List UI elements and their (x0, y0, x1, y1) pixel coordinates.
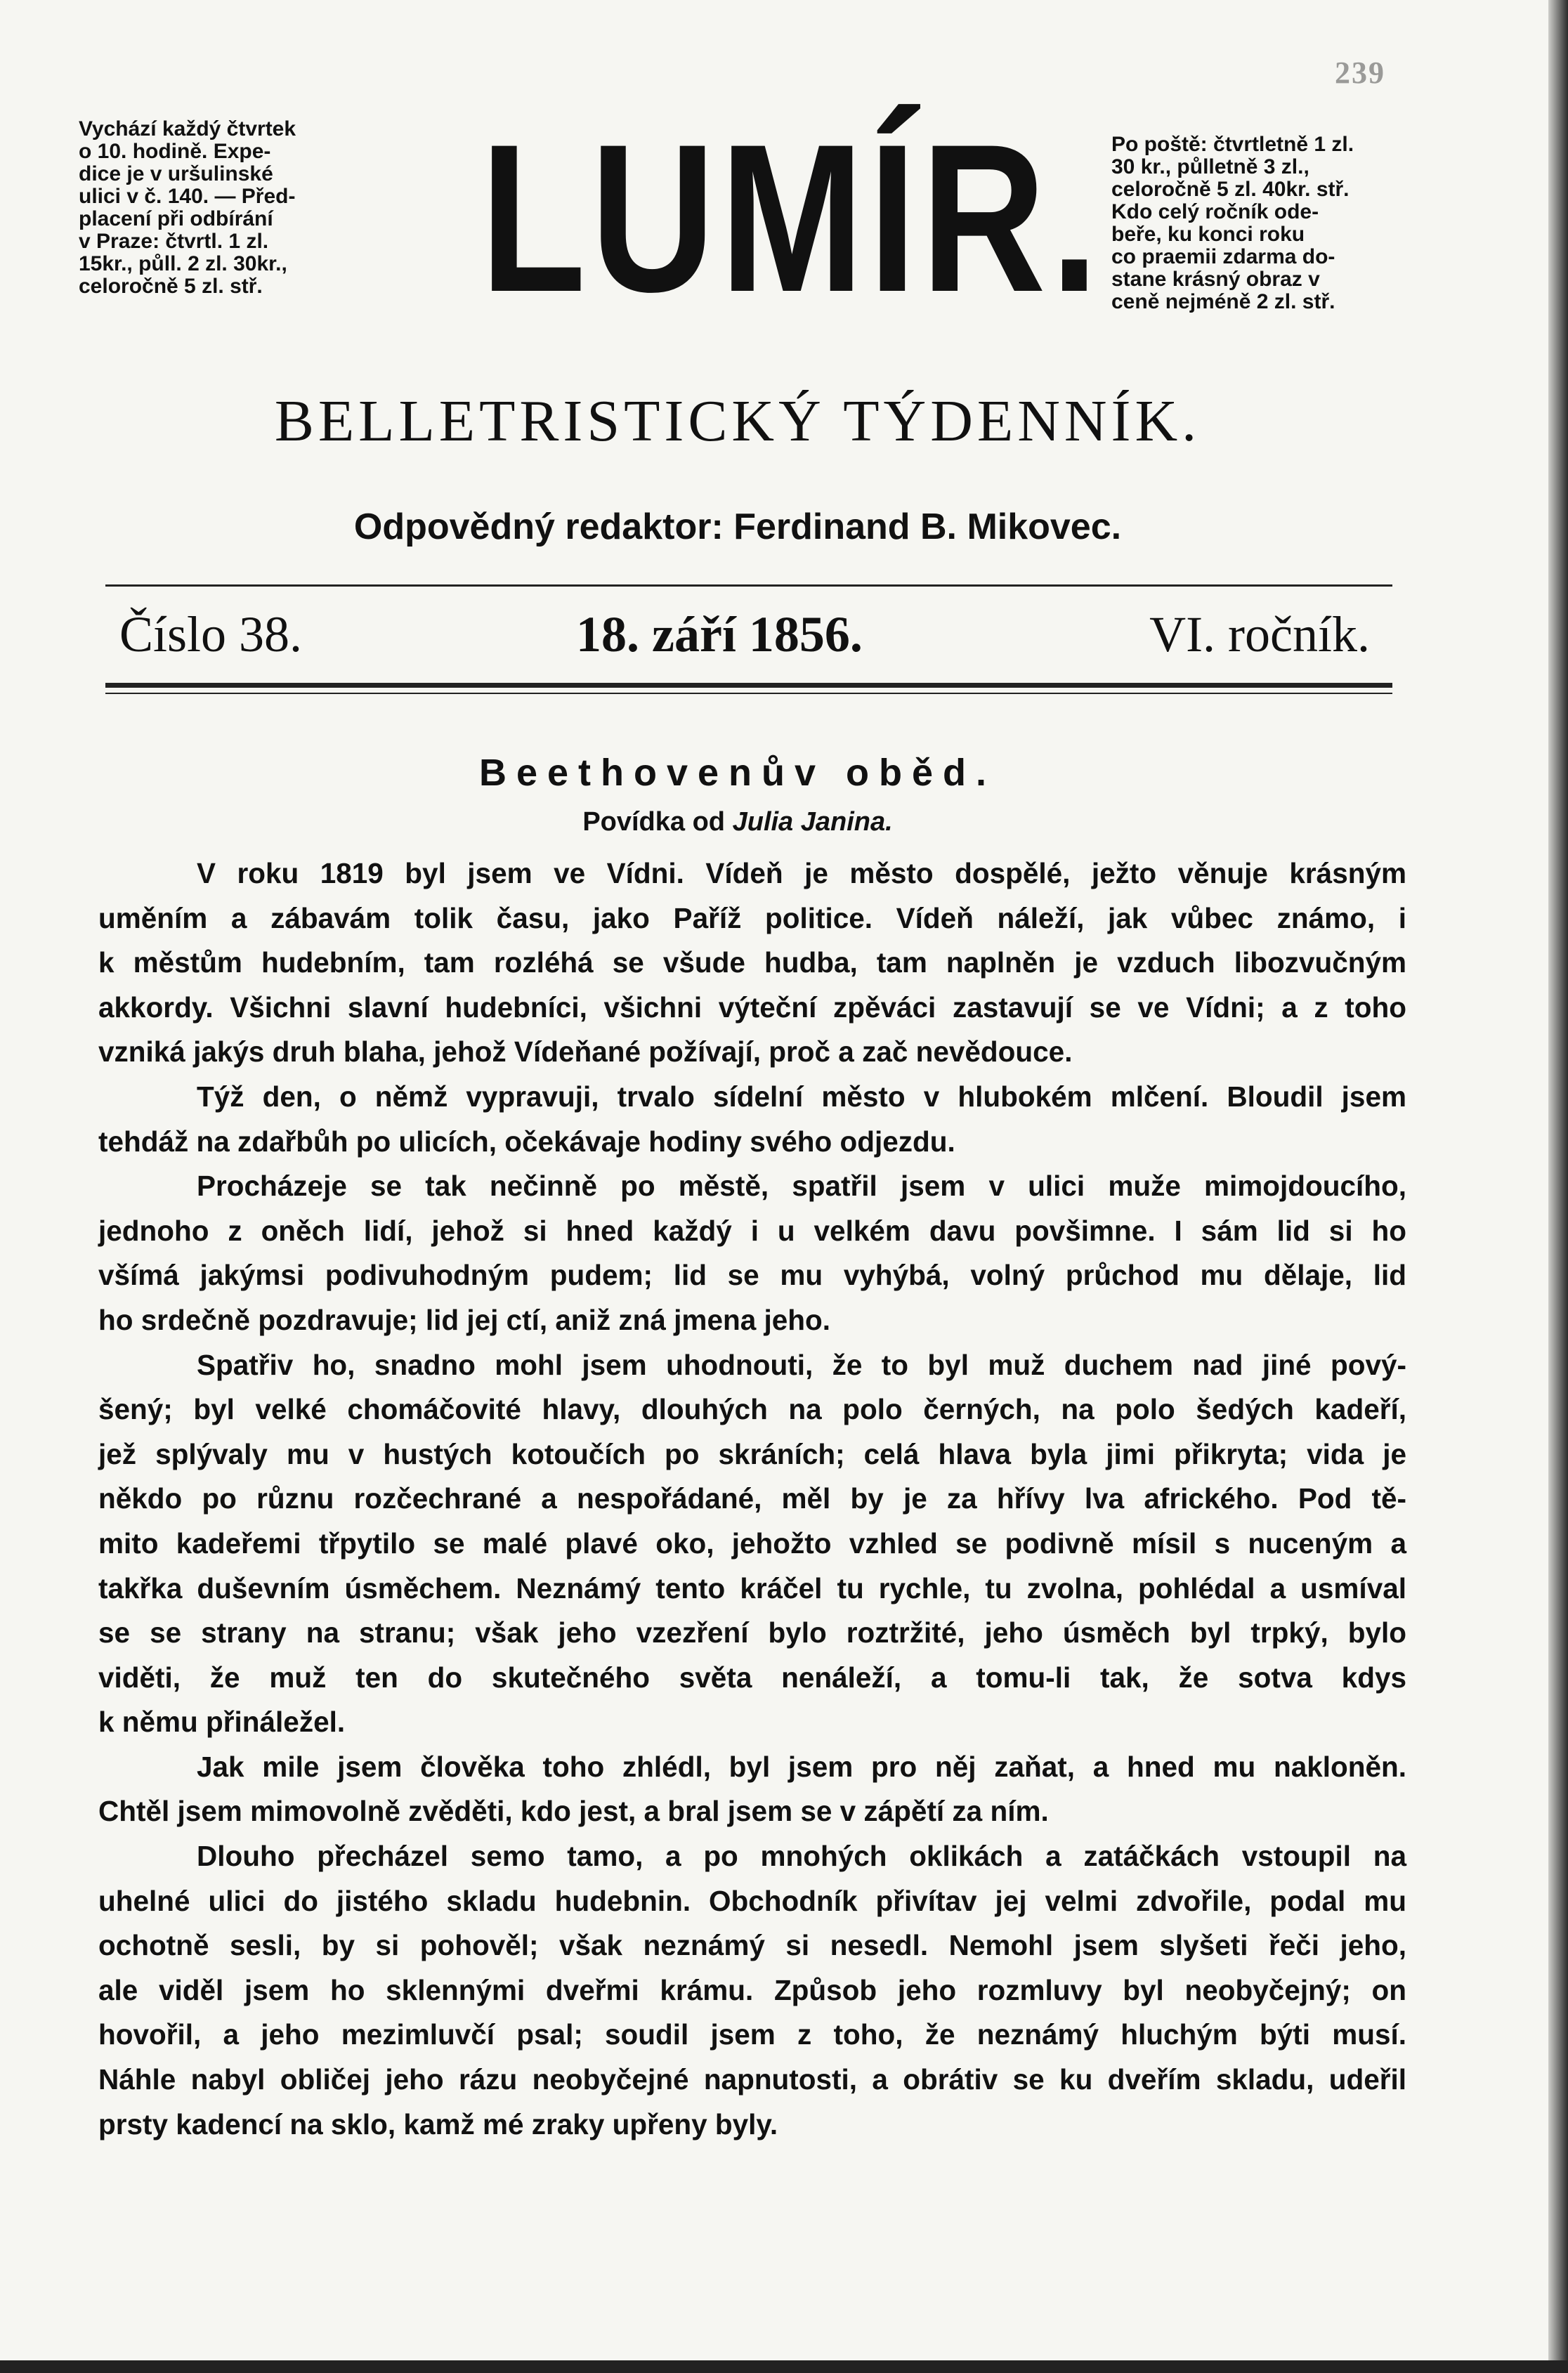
note-line: celoročně 5 zl. stř. (79, 275, 263, 298)
note-line: Kdo celý ročník ode- (1111, 200, 1319, 223)
note-line: stane krásný obraz v (1111, 268, 1320, 291)
page-number: 239 (1335, 55, 1385, 90)
text-line: Dlouho přecházel semo tamo, a po mnohých oklikách a zatáčkách vstoupil na (197, 1840, 1406, 1873)
note-line: 15kr., půll. 2 zl. 30kr., (79, 252, 287, 275)
text-line: ho srdečně pozdravuje; lid jej ctí, aniž zná jmena jeho. (98, 1303, 830, 1336)
article-paragraph (98, 1834, 1406, 2147)
text-line: všímá jakýmsi podivuhodným pudem; lid se mu vyhýbá, volný průchod mu dělaje, lid (98, 1259, 1406, 1292)
divider (105, 584, 1392, 587)
issue-info-row (119, 596, 1384, 673)
note-line: celoročně 5 zl. 40kr. stř. (1111, 178, 1350, 201)
text-line: Týž den, o němž vypravuji, trvalo sídelní město v hlubokém mlčení. Bloudil jsem (197, 1080, 1406, 1113)
article-body (98, 851, 1406, 2147)
article-paragraph (98, 1745, 1406, 1834)
text-line: akkordy. Všichni slavní hudebníci, všichni výteční zpěváci zastavují se ve Vídni; a z toho (98, 991, 1406, 1024)
issue-volume: VI. ročník. (1149, 606, 1370, 662)
note-line: Po poště: čtvrtletně 1 zl. (1111, 133, 1354, 156)
text-line: ochotně sesli, by si pohověl; však neznámý si nesedl. Nemohl jsem slyšeti řeči jeho, (98, 1929, 1406, 1962)
text-line: jednoho z oněch lidí, jehož si hned každý i u velkém davu povšimne. I sám lid si ho (98, 1214, 1406, 1247)
issue-date: 18. září 1856. (576, 606, 863, 662)
text-line: uměním a zábavám tolik času, jako Paříž politice. Vídeň náleží, jak vůbec známo, i (98, 901, 1406, 934)
note-line: Vychází každý čtvrtek (79, 117, 296, 140)
text-line: takřka duševním úsměchem. Neznámý tento kráčel tu rychle, tu zvolna, pohlédal a usmíval (98, 1571, 1406, 1604)
subscription-note-left (79, 118, 388, 298)
masthead-subtitle: BELLETRISTICKÝ TÝDENNÍK. (274, 388, 1201, 454)
byline-prefix: Povídka od (582, 807, 733, 837)
text-line: k městům hudebním, tam rozléhá se všude hudba, tam naplněn je vzduch libozvučným (98, 946, 1406, 979)
page-edge-bottom (0, 2360, 1568, 2373)
text-line: se se strany na stranu; však jeho vzezření bylo roztržité, jeho úsměch byl trpký, bylo (98, 1616, 1406, 1649)
note-line: o 10. hodině. Expe- (79, 140, 271, 163)
text-line: uhelné ulici do jistého skladu hudebnin. Obchodník přivítav jej velmi zdvořile, podal mu (98, 1884, 1406, 1917)
text-line: Náhle nabyl obličej jeho rázu neobyčejné napnutosti, a obrátiv se ku dveřím skladu, udeřil (98, 2063, 1406, 2096)
text-line: mito kadeřemi třpytilo se malé plavé oko, jehožto vzhled se podivně mísil s nuceným a (98, 1527, 1406, 1560)
byline-author: Julia Janina. (732, 807, 893, 837)
page-edge-right (1548, 0, 1568, 2373)
text-line: jež splývaly mu v hustých kotoučích po skráních; celá hlava byla jimi přikryta; vida je (98, 1437, 1406, 1470)
note-line: dice je v uršulinské (79, 162, 273, 185)
note-line: beře, ku konci roku (1111, 223, 1305, 246)
text-line: Jak mile jsem člověka toho zhlédl, byl jsem pro něj zaňat, a hned mu nakloněn. (197, 1750, 1406, 1783)
note-line: placení při odbírání (79, 207, 273, 230)
note-line: ulici v č. 140. — Před- (79, 185, 296, 208)
masthead-title: LUMÍR. (480, 100, 1104, 336)
note-line: v Praze: čtvrtl. 1 zl. (79, 230, 269, 253)
article-paragraph (98, 1164, 1406, 1342)
article-byline (211, 801, 1265, 843)
issue-number: Číslo 38. (119, 606, 303, 662)
text-line: prsty kadencí na sklo, kamž mé zraky upřeny byly. (98, 2107, 778, 2140)
divider (105, 683, 1392, 688)
text-line: viděti, že muž ten do skutečného světa nenáleží, a tomu-li tak, že sotva kdys (98, 1661, 1406, 1694)
text-line: k němu přináležel. (98, 1706, 346, 1739)
text-line: někdo po různu rozčechrané a nespořádané, měl by je za hřívy lva afrického. Pod tě- (98, 1482, 1406, 1515)
article-paragraph (98, 1343, 1406, 1745)
text-line: šený; byl velké chomáčovité hlavy, dlouhých na polo černých, na polo šedých kadeří, (98, 1393, 1406, 1426)
text-line: Spatřiv ho, snadno mohl jsem uhodnouti, že to byl muž duchem nad jiné pový- (197, 1348, 1406, 1381)
text-line: vzniká jakýs druh blaha, jehož Vídeňané požívají, proč a zač nevědouce. (98, 1035, 1073, 1068)
text-line: tehdáž na zdařbůh po ulicích, očekávaje hodiny svého odjezdu. (98, 1125, 955, 1158)
text-line: Chtěl jsem mimovolně zvěděti, kdo jest, a bral jsem se v zápětí za ním. (98, 1795, 1049, 1828)
note-line: 30 kr., půlletně 3 zl., (1111, 155, 1309, 178)
note-line: co praemii zdarma do- (1111, 245, 1335, 268)
divider (105, 693, 1392, 694)
text-line: ale viděl jsem ho sklennými dveřmi krámu. Způsob jeho rozmluvy byl neobyčejný; on (98, 1973, 1406, 2006)
text-line: hovořil, a jeho mezimluvčí psal; soudil jsem z toho, že neznámý hluchým býti musí. (98, 2018, 1406, 2051)
article-paragraph (98, 1075, 1406, 1164)
subscription-note-right (1111, 133, 1406, 313)
text-line: Procházeje se tak nečinně po městě, spatřil jsem v ulici muže mimojdoucího, (197, 1170, 1406, 1203)
editor-line: Odpovědný redaktor: Ferdinand B. Mikovec. (353, 506, 1122, 547)
note-line: ceně nejméně 2 zl. stř. (1111, 290, 1335, 313)
article-title: Beethovenův oběd. (478, 752, 997, 794)
article-paragraph (98, 851, 1406, 1075)
text-line: V roku 1819 byl jsem ve Vídni. Vídeň je město dospělé, ježto věnuje krásným (197, 857, 1406, 889)
